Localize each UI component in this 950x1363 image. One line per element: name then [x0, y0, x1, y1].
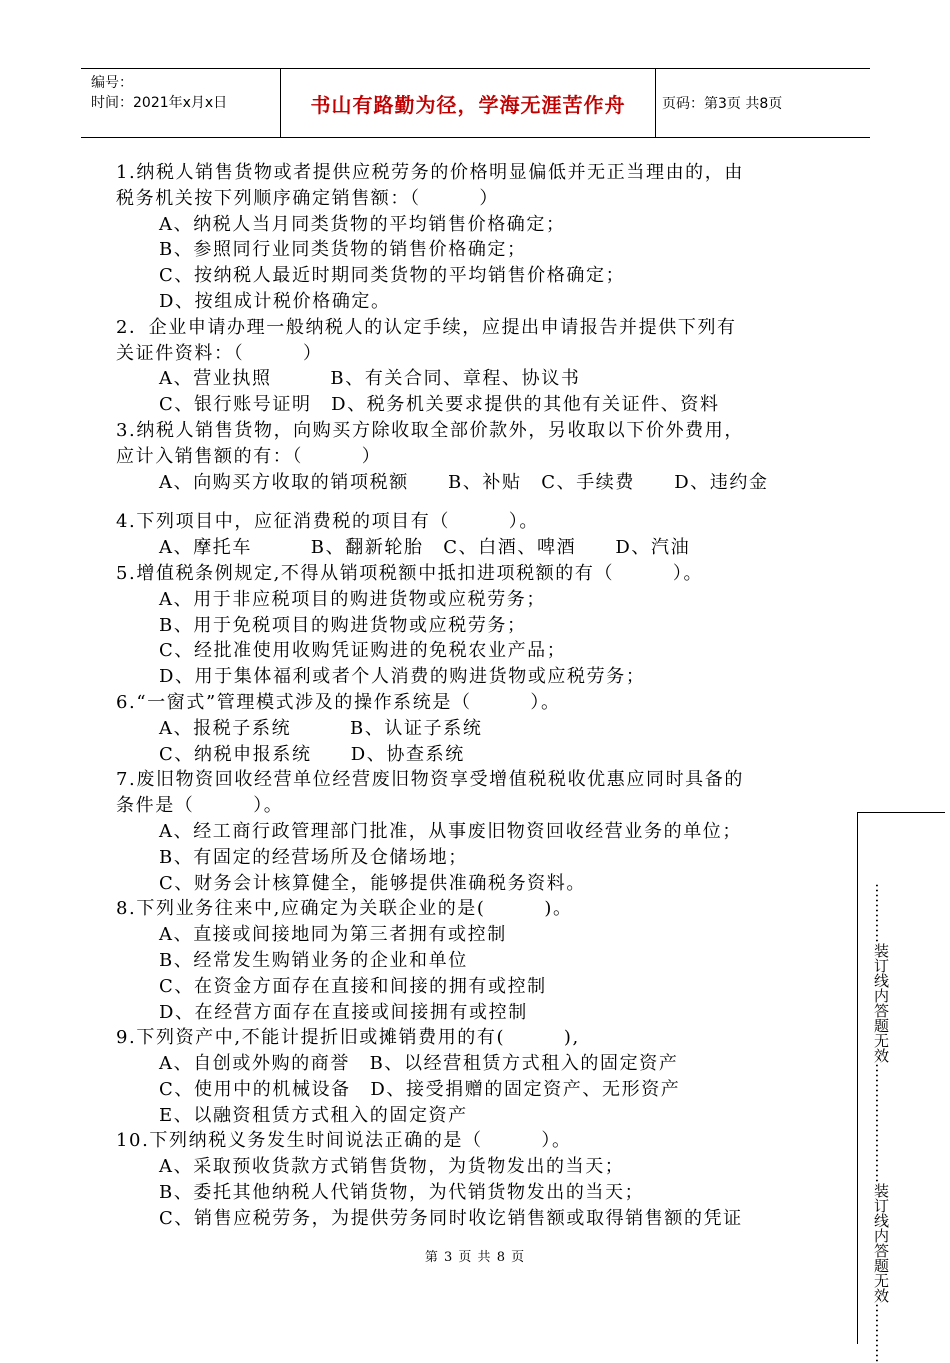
question-7-option-b: B、有固定的经营场所及仓储场地；	[159, 846, 468, 868]
question-2-line-1: 2．企业申请办理一般纳税人的认定手续，应提出申请报告并提供下列有	[116, 316, 737, 338]
binding-note-2: …………装订线内答题无效…………	[872, 1123, 890, 1363]
page-footer: 第 3 页 共 8 页	[424, 1250, 526, 1265]
question-4	[116, 509, 840, 561]
question-6-line-1: 6.“一窗式”管理模式涉及的操作系统是（ ）。	[116, 691, 561, 713]
question-1	[116, 160, 840, 315]
question-2-line-2: 关证件资料：（ ）	[116, 342, 323, 364]
question-list	[116, 160, 840, 1232]
page-header	[81, 68, 870, 138]
question-10-option-a: A、采取预收货款方式销售货物，为货物发出的当天；	[159, 1156, 625, 1178]
question-9-option-row-3: E、以融资租赁方式租入的固定资产	[159, 1104, 468, 1126]
serial-label: 编号：	[91, 75, 133, 91]
question-6	[116, 690, 840, 767]
question-9-line-1: 9.下列资产中,不能计提折旧或摊销费用的有( ),	[116, 1027, 580, 1049]
question-1-option-a: A、纳税人当月同类货物的平均销售价格确定；	[159, 213, 566, 235]
question-1-option-c: C、按纳税人最近时期同类货物的平均销售价格确定；	[159, 265, 626, 287]
question-8-line-1: 8.下列业务往来中,应确定为关联企业的是( )。	[116, 898, 573, 920]
question-2-option-row-2: C、银行账号证明 D、税务机关要求提供的其他有关证件、资料	[159, 394, 720, 416]
question-3	[116, 418, 840, 495]
question-5-option-a: A、用于非应税项目的购进货物或应税劳务；	[159, 588, 546, 610]
question-8-option-a: A、直接或间接地同为第三者拥有或控制	[159, 924, 507, 946]
question-10	[116, 1128, 840, 1231]
question-4-line-1: 4.下列项目中，应征消费税的项目有（ ）。	[116, 511, 539, 533]
question-9	[116, 1025, 840, 1128]
question-5-line-1: 5.增值税条例规定,不得从销项税额中抵扣进项税额的有（ ）。	[116, 562, 704, 584]
question-3-line-1: 3.纳税人销售货物，向购买方除收取全部价款外，另收取以下价外费用，	[116, 419, 744, 441]
question-1-line-1: 1.纳税人销售货物或者提供应税劳务的价格明显偏低并无正当理由的，由	[116, 162, 744, 183]
question-5-option-c: C、经批准使用收购凭证购进的免税农业产品；	[159, 640, 567, 662]
binding-note-1: …………装订线内答题无效…………	[872, 883, 890, 1123]
header-meta	[81, 69, 281, 137]
question-8-option-c: C、在资金方面存在直接和间接的拥有或控制	[159, 975, 547, 997]
header-page-label: 页码：第3页 共8页	[662, 96, 783, 112]
question-1-option-d: D、按组成计税价格确定。	[159, 290, 391, 312]
question-9-option-row-1: A、自创或外购的商誉 B、以经营租赁方式租入的固定资产	[159, 1053, 679, 1075]
question-8	[116, 896, 840, 1025]
question-3-line-2: 应计入销售额的有：（ ）	[116, 445, 382, 467]
question-1-option-b: B、参照同行业同类货物的销售价格确定；	[159, 239, 527, 261]
date-label: 时间：2021年x月x日	[91, 95, 228, 111]
question-5-option-d: D、用于集体福利或者个人消费的购进货物或应税劳务；	[159, 666, 646, 688]
question-1-line-2: 税务机关按下列顺序确定销售额：（ ）	[116, 187, 499, 209]
question-2-option-row-1: A、营业执照 B、有关合同、章程、协议书	[159, 368, 581, 390]
question-9-option-row-2: C、使用中的机械设备 D、接受捐赠的固定资产、无形资产	[159, 1078, 681, 1100]
question-7-option-c: C、财务会计核算健全，能够提供准确税务资料。	[159, 872, 586, 894]
question-8-option-b: B、经常发生购销业务的企业和单位	[159, 949, 468, 971]
question-10-option-c: C、销售应税劳务，为提供劳务同时收讫销售额或取得销售额的凭证	[159, 1207, 743, 1229]
question-7-line-1: 7.废旧物资回收经营单位经营废旧物资享受增值税税收优惠应同时具备的	[116, 769, 744, 791]
question-5	[116, 561, 840, 690]
question-2	[116, 315, 840, 418]
question-7	[116, 767, 840, 896]
question-3-option-row-1: A、向购买方收取的销项税额 B、补贴 C、手续费 D、违约金	[159, 471, 769, 493]
question-10-line-1: 10.下列纳税义务发生时间说法正确的是（ ）。	[116, 1130, 572, 1152]
question-7-line-2: 条件是（ ）。	[116, 795, 284, 817]
header-motto: 书山有路勤为径，学海无涯苦作舟	[281, 69, 656, 137]
binding-margin	[857, 812, 945, 1363]
question-5-option-b: B、用于免税项目的购进货物或应税劳务；	[159, 614, 527, 636]
question-6-option-row-2: C、纳税申报系统 D、协查系统	[159, 743, 465, 765]
question-8-option-d: D、在经营方面存在直接或间接拥有或控制	[159, 1001, 528, 1023]
question-6-option-row-1: A、报税子系统 B、认证子系统	[159, 717, 483, 739]
question-4-option-row-1: A、摩托车 B、翻新轮胎 C、白酒、啤酒 D、汽油	[159, 537, 691, 559]
question-10-option-b: B、委托其他纳税人代销货物，为代销货物发出的当天；	[159, 1182, 645, 1204]
question-7-option-a: A、经工商行政管理部门批准，从事废旧物资回收经营业务的单位；	[159, 820, 742, 842]
